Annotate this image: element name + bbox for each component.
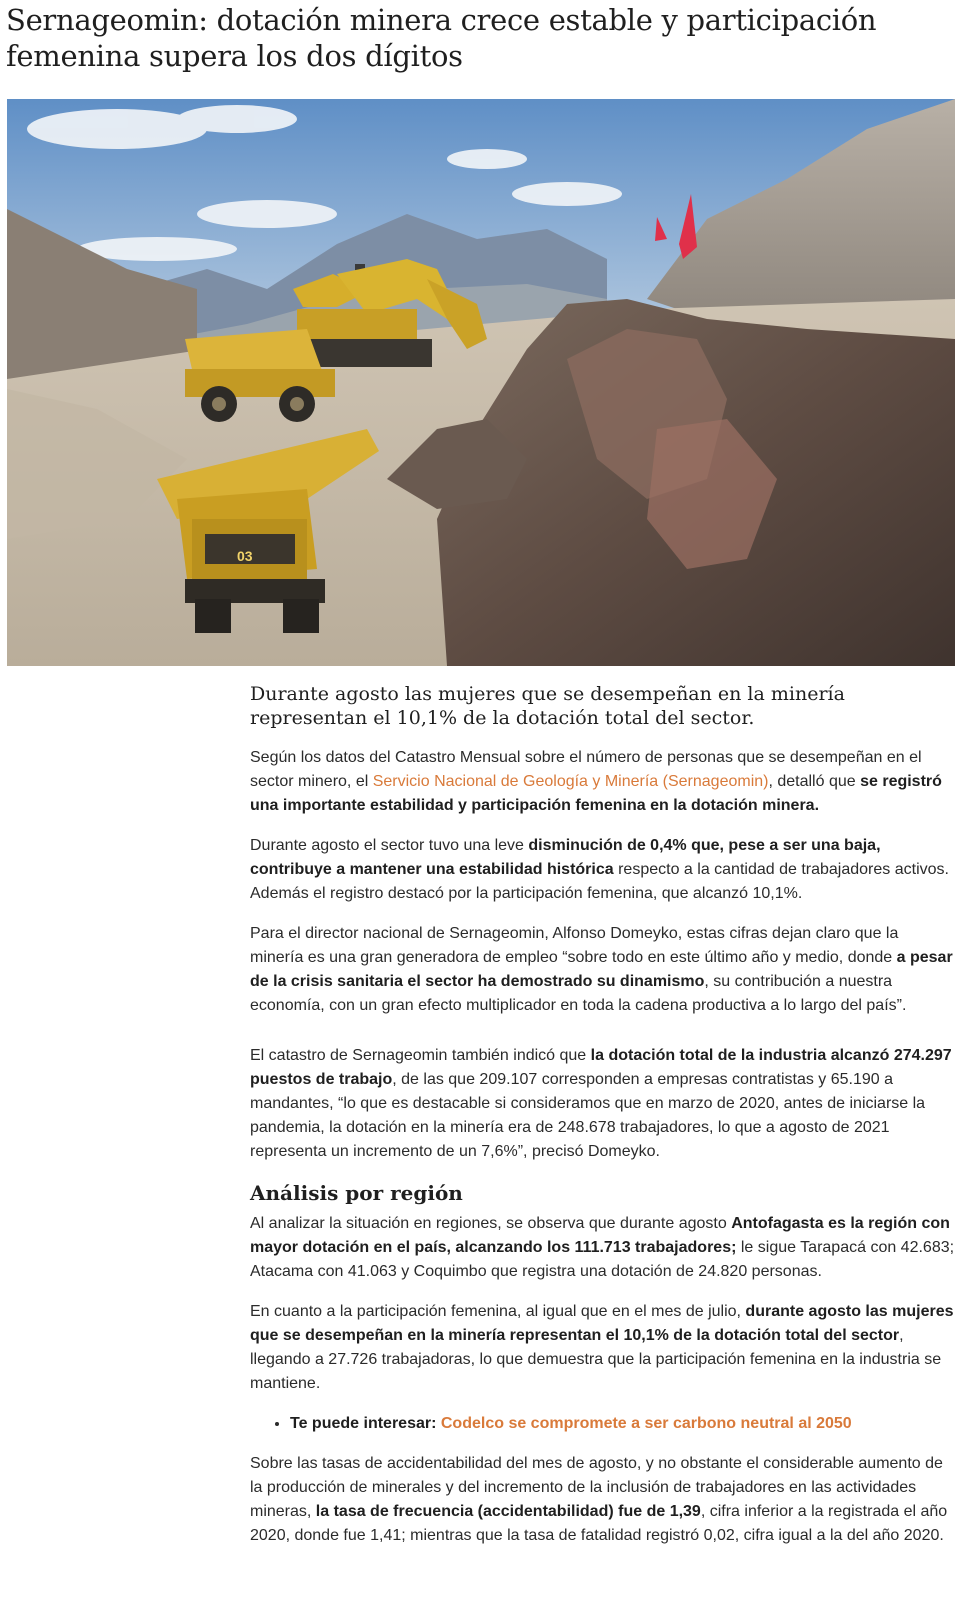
- article-lead: Durante agosto las mujeres que se desempeñan en la minería representan el 10,1% de la dotación total del sector.: [250, 683, 845, 729]
- paragraph-5-text: Al analizar la situación en regiones, se observa que durante agosto: [250, 1215, 732, 1232]
- sernageomin-link[interactable]: Servicio Nacional de Geología y Minería (Sernageomin): [372, 773, 769, 790]
- paragraph-6-text-2: , llegando a 27.726 trabajadoras, lo que demuestra que la participación femenina en la industria se mantiene.: [250, 1327, 942, 1392]
- truck-number: 03: [237, 548, 253, 564]
- related-link[interactable]: Codelco se compromete a ser carbono neutral al 2050: [440, 1415, 852, 1432]
- paragraph-4-text: El catastro de Sernageomin también indicó que: [250, 1047, 591, 1064]
- paragraph-2-text-2: respecto a la cantidad de trabajadores activos. Además el registro destacó por la participación femenina, que alcanzó 10,1%.: [250, 861, 949, 902]
- paragraph-6-bold: durante agosto las mujeres que se desempeñan en la minería representan el 10,1% de la dotación total del sector: [250, 1303, 954, 1344]
- paragraph-6: [250, 1300, 955, 1396]
- article-title: Sernageomin: dotación minera crece estable y participación femenina supera los dos dígitos: [6, 3, 877, 73]
- mine-photo: [7, 99, 955, 666]
- section-heading: Análisis por región: [250, 1181, 463, 1205]
- paragraph-3-text-2: , su contribución a nuestra economía, con un gran efecto multiplicador en toda la cadena productiva a lo largo del país”.: [250, 973, 907, 1014]
- paragraph-7-text: Sobre las tasas de accidentabilidad del mes de agosto, y no obstante el considerable aumento de la producción de minerales y del incremento de la inclusión de trabajadores en las actividades mineras,: [250, 1455, 943, 1520]
- paragraph-3-text: Para el director nacional de Sernageomin, Alfonso Domeyko, estas cifras dejan claro que la minería es una gran generadora de empleo “sobre todo en este último año y medio, donde: [250, 925, 899, 966]
- paragraph-6-text: En cuanto a la participación femenina, al igual que en el mes de julio,: [250, 1303, 746, 1320]
- paragraph-1-text-2: , detalló que: [768, 773, 861, 790]
- paragraph-7-text-2: , cifra inferior a la registrada el año 2020, donde fue 1,41; mientras que la tasa de fatalidad registró 0,02, cifra igual a la del año 2020.: [250, 1503, 948, 1544]
- paragraph-3: [250, 922, 955, 1018]
- paragraph-7-bold: la tasa de frecuencia (accidentabilidad) fue de 1,39: [315, 1503, 701, 1520]
- paragraph-4: [250, 1044, 955, 1164]
- paragraph-5: [250, 1212, 955, 1284]
- paragraph-1-text: Según los datos del Catastro Mensual sobre el número de personas que se desempeñan en el sector minero, el: [250, 749, 922, 790]
- paragraph-2-bold: disminución de 0,4% que, pese a ser una baja, contribuye a mantener una estabilidad histórica: [250, 837, 881, 878]
- article-body: [250, 682, 955, 1564]
- paragraph-2-text: Durante agosto el sector tuvo una leve: [250, 837, 529, 854]
- paragraph-1-bold: se registró una importante estabilidad y participación femenina en la dotación minera.: [250, 773, 942, 814]
- paragraph-1: [250, 746, 955, 818]
- related-item: [290, 1412, 955, 1436]
- paragraph-7: [250, 1452, 955, 1548]
- hero-image: [7, 99, 955, 666]
- paragraph-4-bold: la dotación total de la industria alcanzó 274.297 puestos de trabajo: [250, 1047, 952, 1088]
- related-prefix: Te puede interesar:: [290, 1415, 437, 1432]
- related-list: [250, 1412, 955, 1436]
- paragraph-2: [250, 834, 955, 906]
- paragraph-3-bold: a pesar de la crisis sanitaria el sector ha demostrado su dinamismo: [250, 949, 953, 990]
- paragraph-5-text-2: le sigue Tarapacá con 42.683; Atacama con 41.063 y Coquimbo que registra una dotación de 24.820 personas.: [250, 1239, 955, 1280]
- paragraph-5-bold: Antofagasta es la región con mayor dotación en el país, alcanzando los 111.713 trabajadores;: [250, 1215, 950, 1256]
- paragraph-4-text-2: , de las que 209.107 corresponden a empresas contratistas y 65.190 a mandantes, “lo que es destacable si consideramos que en marzo de 2020, antes de iniciarse la pandemia, la dotación en la minería era de 248.678 trabajadores, lo que a agosto de 2021 representa un incremento de un 7,6%”, precisó Domeyko.: [250, 1071, 926, 1160]
